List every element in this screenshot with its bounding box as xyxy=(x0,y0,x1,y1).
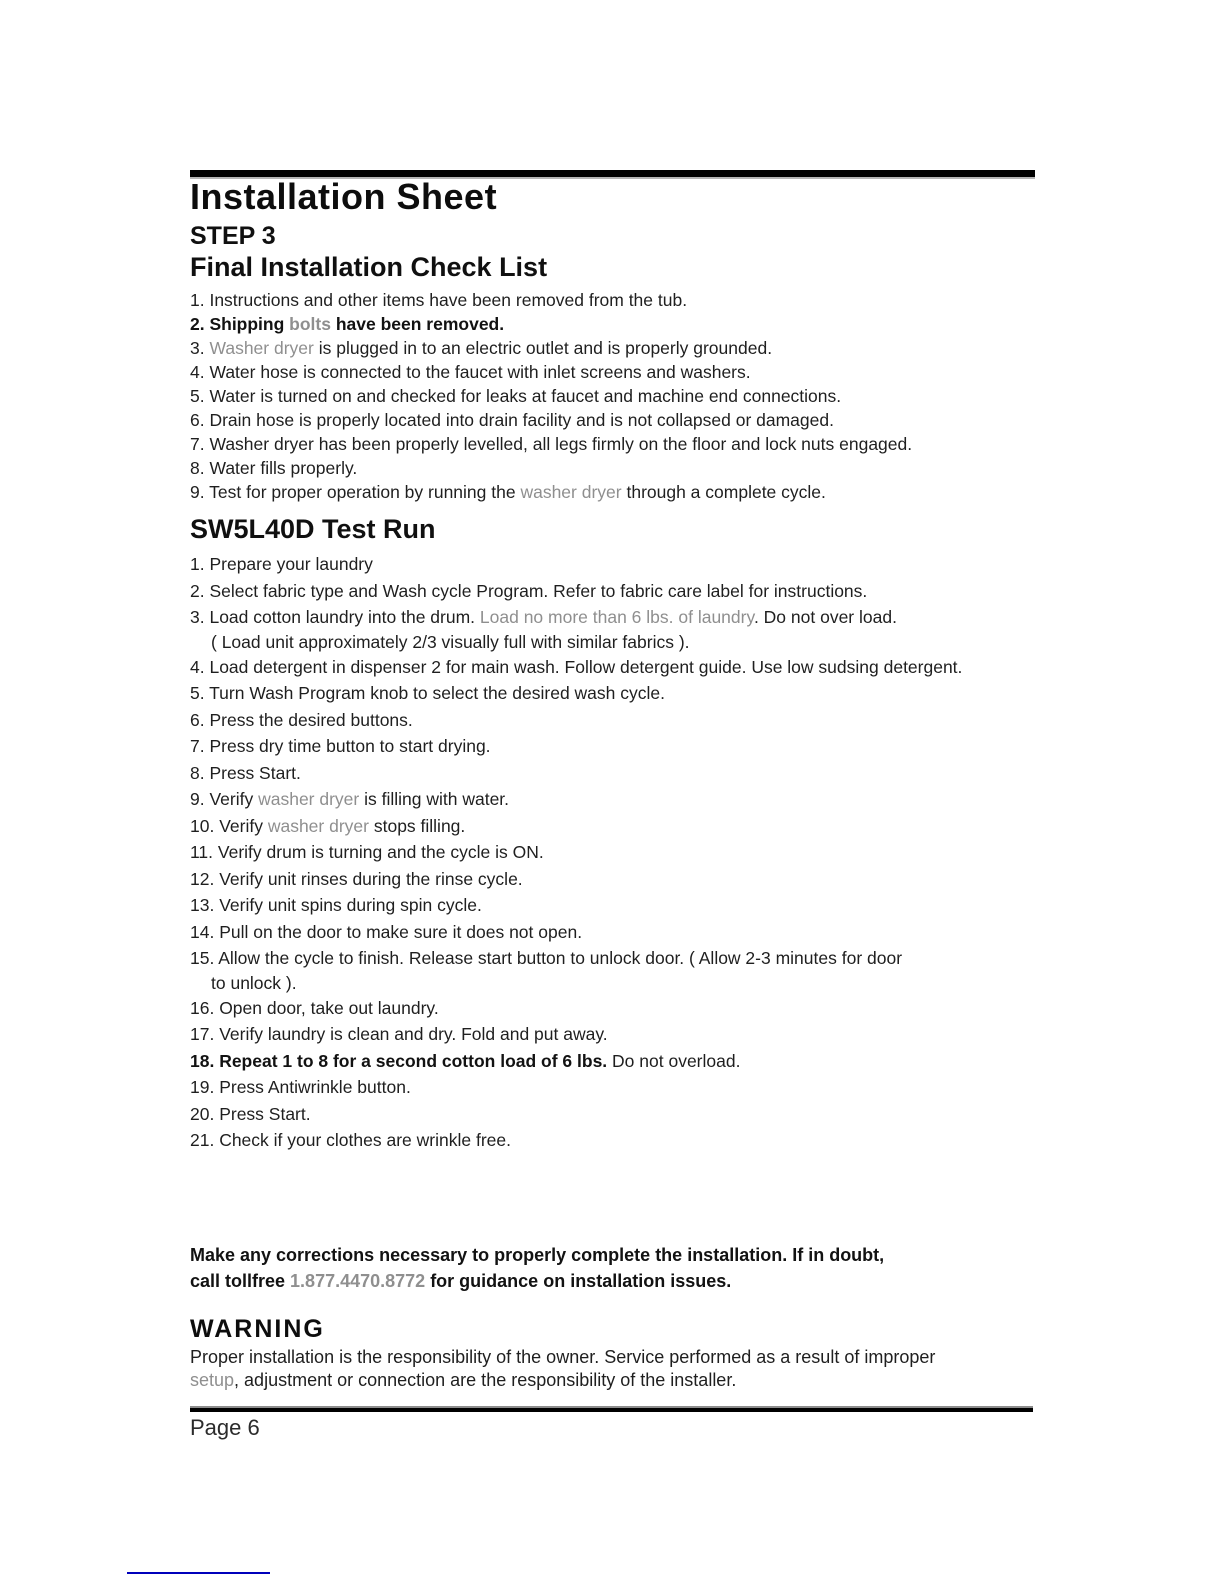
text-line xyxy=(190,995,1040,1022)
final-installation-checklist xyxy=(190,288,1040,504)
text-line xyxy=(190,813,1040,840)
text-segment: 12. Verify unit rinses during the rinse cycle. xyxy=(190,868,523,889)
text-segment: 10. Verify xyxy=(190,815,268,836)
corrections-note xyxy=(190,1242,1040,1294)
bottom-horizontal-rule xyxy=(190,1406,1033,1412)
text-segment: 7. Press dry time button to start drying. xyxy=(190,736,491,756)
text-line-continuation xyxy=(190,972,1040,995)
text-line xyxy=(190,1048,1040,1075)
text-segment: 8. Water fills properly. xyxy=(190,458,358,478)
text-segment: is filling with water. xyxy=(359,789,510,809)
text-segment: Make any corrections necessary to properly complete the installation. If in doubt, xyxy=(190,1245,885,1265)
text-segment: 6. Press the desired buttons. xyxy=(190,709,413,730)
text-segment: 9. Verify xyxy=(190,789,259,809)
faded-text-segment: washer dryer xyxy=(267,815,369,836)
text-line xyxy=(190,1127,1040,1154)
text-segment: 17. Verify laundry is clean and dry. Fold and put away. xyxy=(190,1024,608,1044)
text-line xyxy=(190,760,1040,787)
faded-text-segment: setup xyxy=(190,1370,235,1390)
text-segment: 8. Press Start. xyxy=(190,762,301,783)
text-segment: through a complete cycle. xyxy=(621,482,826,502)
faded-text-segment: Washer dryer xyxy=(209,338,314,358)
testrun-step-list xyxy=(190,551,1040,1154)
text-line xyxy=(190,680,1040,707)
text-line xyxy=(190,551,1040,578)
text-segment: 11. Verify drum is turning and the cycle is ON. xyxy=(190,842,544,862)
text-segment: 1. Instructions and other items have been removed from the tub. xyxy=(190,290,688,310)
text-segment: 9. Test for proper operation by running the xyxy=(190,482,521,502)
text-line xyxy=(190,604,1040,631)
text-segment: have been removed. xyxy=(330,314,505,334)
text-segment: . Do not over load. xyxy=(753,607,897,627)
warning-heading: WARNING xyxy=(190,1315,325,1343)
text-segment: ( Load unit approximately 2/3 visually full with similar fabrics ). xyxy=(211,631,690,652)
text-line xyxy=(190,654,1040,681)
text-segment: 5. Turn Wash Program knob to select the desired wash cycle. xyxy=(190,683,665,703)
text-line xyxy=(190,1242,1040,1268)
text-line xyxy=(190,839,1040,866)
text-line xyxy=(190,312,1040,336)
text-segment: 21. Check if your clothes are wrinkle free. xyxy=(190,1130,511,1150)
text-line xyxy=(190,1369,1040,1392)
text-line xyxy=(190,786,1040,813)
text-segment: 19. Press Antiwrinkle button. xyxy=(190,1077,411,1097)
text-line xyxy=(190,432,1040,456)
testrun-heading: SW5L40D Test Run xyxy=(190,514,436,544)
text-line xyxy=(190,707,1040,734)
faded-text-segment: Load no more than 6 lbs. of laundry xyxy=(479,607,754,627)
text-segment: 15. Allow the cycle to finish. Release start button to unlock door. ( Allow 2-3 minutes for door xyxy=(190,948,903,968)
text-segment: 4. Load detergent in dispenser 2 for main wash. Follow detergent guide. Use low sudsing detergent. xyxy=(190,656,963,677)
text-line xyxy=(190,1346,1040,1369)
step-label: STEP 3 xyxy=(190,222,276,250)
text-segment: call tollfree xyxy=(190,1271,291,1291)
text-segment: is plugged in to an electric outlet and is properly grounded. xyxy=(313,338,773,358)
text-line xyxy=(190,288,1040,312)
checklist-heading: Final Installation Check List xyxy=(190,252,548,282)
text-segment: stops filling. xyxy=(368,815,466,836)
document-title: Installation Sheet xyxy=(190,176,498,217)
warning-body xyxy=(190,1346,1040,1392)
text-line xyxy=(190,360,1040,384)
text-segment: Proper installation is the responsibility of the owner. Service performed as a result of improper xyxy=(190,1347,936,1367)
text-line xyxy=(190,1021,1040,1048)
text-line xyxy=(190,1074,1040,1101)
text-segment: 4. Water hose is connected to the faucet with inlet screens and washers. xyxy=(190,362,751,382)
text-segment: 3. Load cotton laundry into the drum. xyxy=(190,607,480,627)
text-line xyxy=(190,733,1040,760)
text-line xyxy=(190,945,1040,972)
text-segment: , adjustment or connection are the responsibility of the installer. xyxy=(234,1370,737,1390)
text-line xyxy=(190,578,1040,605)
text-segment: 1. Prepare your laundry xyxy=(190,554,373,574)
text-segment: 3. xyxy=(190,338,210,358)
text-line xyxy=(190,1101,1040,1128)
faded-text-segment: washer dryer xyxy=(258,789,360,809)
text-line xyxy=(190,408,1040,432)
text-segment: 6. Drain hose is properly located into drain facility and is not collapsed or damaged. xyxy=(190,410,834,430)
text-segment: 2. Select fabric type and Wash cycle Program. Refer to fabric care label for instructions. xyxy=(190,580,868,601)
faded-text-segment: washer dryer xyxy=(520,482,622,502)
text-line xyxy=(190,1268,1040,1294)
text-line xyxy=(190,480,1040,504)
text-line xyxy=(190,892,1040,919)
faded-text-segment: bolts xyxy=(289,314,331,334)
faded-text-segment: 1.877.4470.8772 xyxy=(290,1271,426,1291)
text-line xyxy=(190,336,1040,360)
text-segment: 14. Pull on the door to make sure it does not open. xyxy=(190,921,583,942)
text-line xyxy=(190,866,1040,893)
bottom-link-underline[interactable] xyxy=(127,1572,270,1574)
text-segment: 20. Press Start. xyxy=(190,1103,311,1124)
text-line xyxy=(190,384,1040,408)
text-segment: 5. Water is turned on and checked for leaks at faucet and machine end connections. xyxy=(190,386,842,406)
text-segment: 7. Washer dryer has been properly levelled, all legs firmly on the floor and lock nuts engaged. xyxy=(190,434,913,454)
text-segment: Do not overload. xyxy=(607,1050,741,1071)
page-number: Page 6 xyxy=(190,1415,260,1440)
text-segment: 13. Verify unit spins during spin cycle. xyxy=(190,895,482,915)
text-line-continuation xyxy=(190,631,1040,654)
text-line xyxy=(190,919,1040,946)
text-segment: 18. Repeat 1 to 8 for a second cotton load of 6 lbs. xyxy=(190,1050,608,1071)
text-line xyxy=(190,456,1040,480)
text-segment: to unlock ). xyxy=(211,972,297,993)
text-segment: 2. Shipping xyxy=(190,314,290,334)
text-segment: for guidance on installation issues. xyxy=(425,1271,732,1291)
text-segment: 16. Open door, take out laundry. xyxy=(190,997,439,1018)
